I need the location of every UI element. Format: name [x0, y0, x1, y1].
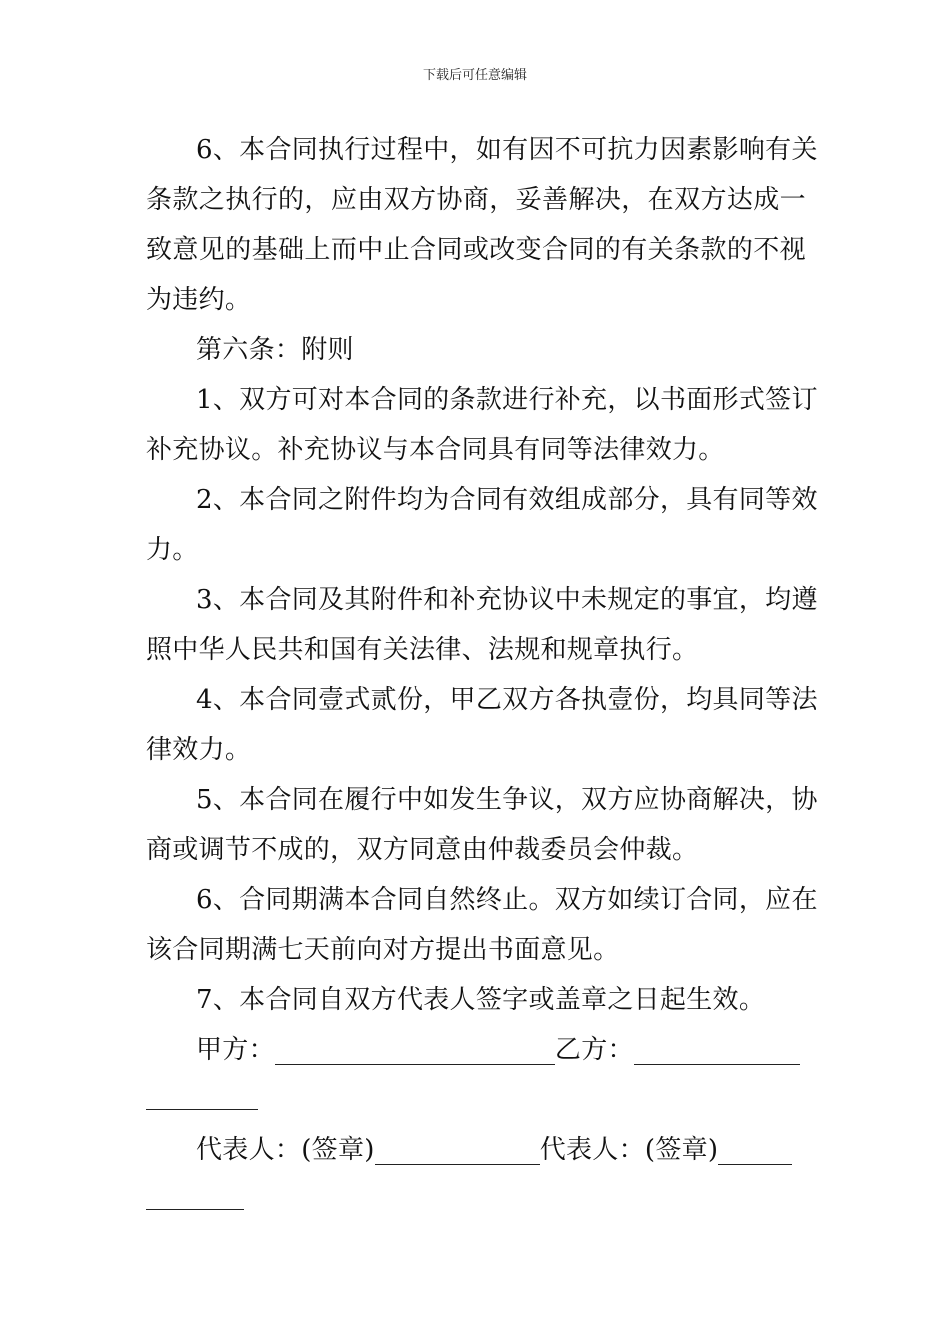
rep-b-blank-continued[interactable]	[146, 1185, 244, 1210]
representative-signature-row	[196, 1135, 806, 1165]
appendix-4-line-1: 4、本合同壹式贰份，甲乙双方各执壹份，均具同等法	[196, 685, 818, 715]
clause-6-line-4: 为违约。	[146, 285, 252, 315]
clause-6-line-2: 条款之执行的，应由双方协商，妥善解决，在双方达成一	[146, 185, 806, 215]
appendix-6-line-1: 6、合同期满本合同自然终止。双方如续订合同，应在	[196, 885, 818, 915]
party-a-blank[interactable]	[275, 1040, 555, 1065]
page-header: 下载后可任意编辑	[422, 68, 527, 83]
appendix-1-line-2: 补充协议。补充协议与本合同具有同等法律效力。	[146, 435, 725, 465]
party-b-blank-continued-row	[146, 1085, 806, 1117]
party-a-label: 甲方：	[196, 1035, 275, 1065]
rep-b-blank-continued-row	[146, 1185, 806, 1217]
appendix-4-line-2: 律效力。	[146, 735, 252, 765]
appendix-5-line-2: 商或调节不成的，双方同意由仲裁委员会仲裁。	[146, 835, 699, 865]
appendix-7-line-1: 7、本合同自双方代表人签字或盖章之日起生效。	[196, 985, 766, 1015]
appendix-1-line-1: 1、双方可对本合同的条款进行补充，以书面形式签订	[196, 385, 818, 415]
party-signature-row	[196, 1035, 806, 1065]
appendix-5-line-1: 5、本合同在履行中如发生争议，双方应协商解决，协	[196, 785, 818, 815]
article-6-heading: 第六条：附则	[196, 335, 354, 365]
party-b-blank-continued[interactable]	[146, 1085, 258, 1110]
appendix-6-line-2: 该合同期满七天前向对方提出书面意见。	[146, 935, 620, 965]
clause-6-line-1: 6、本合同执行过程中，如有因不可抗力因素影响有关	[196, 135, 818, 165]
rep-b-blank[interactable]	[718, 1140, 792, 1165]
appendix-2-line-1: 2、本合同之附件均为合同有效组成部分，具有同等效	[196, 485, 818, 515]
appendix-3-line-2: 照中华人民共和国有关法律、法规和规章执行。	[146, 635, 699, 665]
party-b-label: 乙方：	[554, 1035, 634, 1065]
rep-b-label: 代表人：(签章)	[539, 1135, 719, 1165]
party-b-blank[interactable]	[634, 1040, 800, 1065]
appendix-2-line-2: 力。	[146, 535, 199, 565]
appendix-3-line-1: 3、本合同及其附件和补充协议中未规定的事宜，均遵	[196, 585, 818, 615]
clause-6-line-3: 致意见的基础上而中止合同或改变合同的有关条款的不视	[146, 235, 806, 265]
rep-a-blank[interactable]	[375, 1140, 540, 1165]
rep-a-label: 代表人：(签章)	[196, 1135, 375, 1165]
